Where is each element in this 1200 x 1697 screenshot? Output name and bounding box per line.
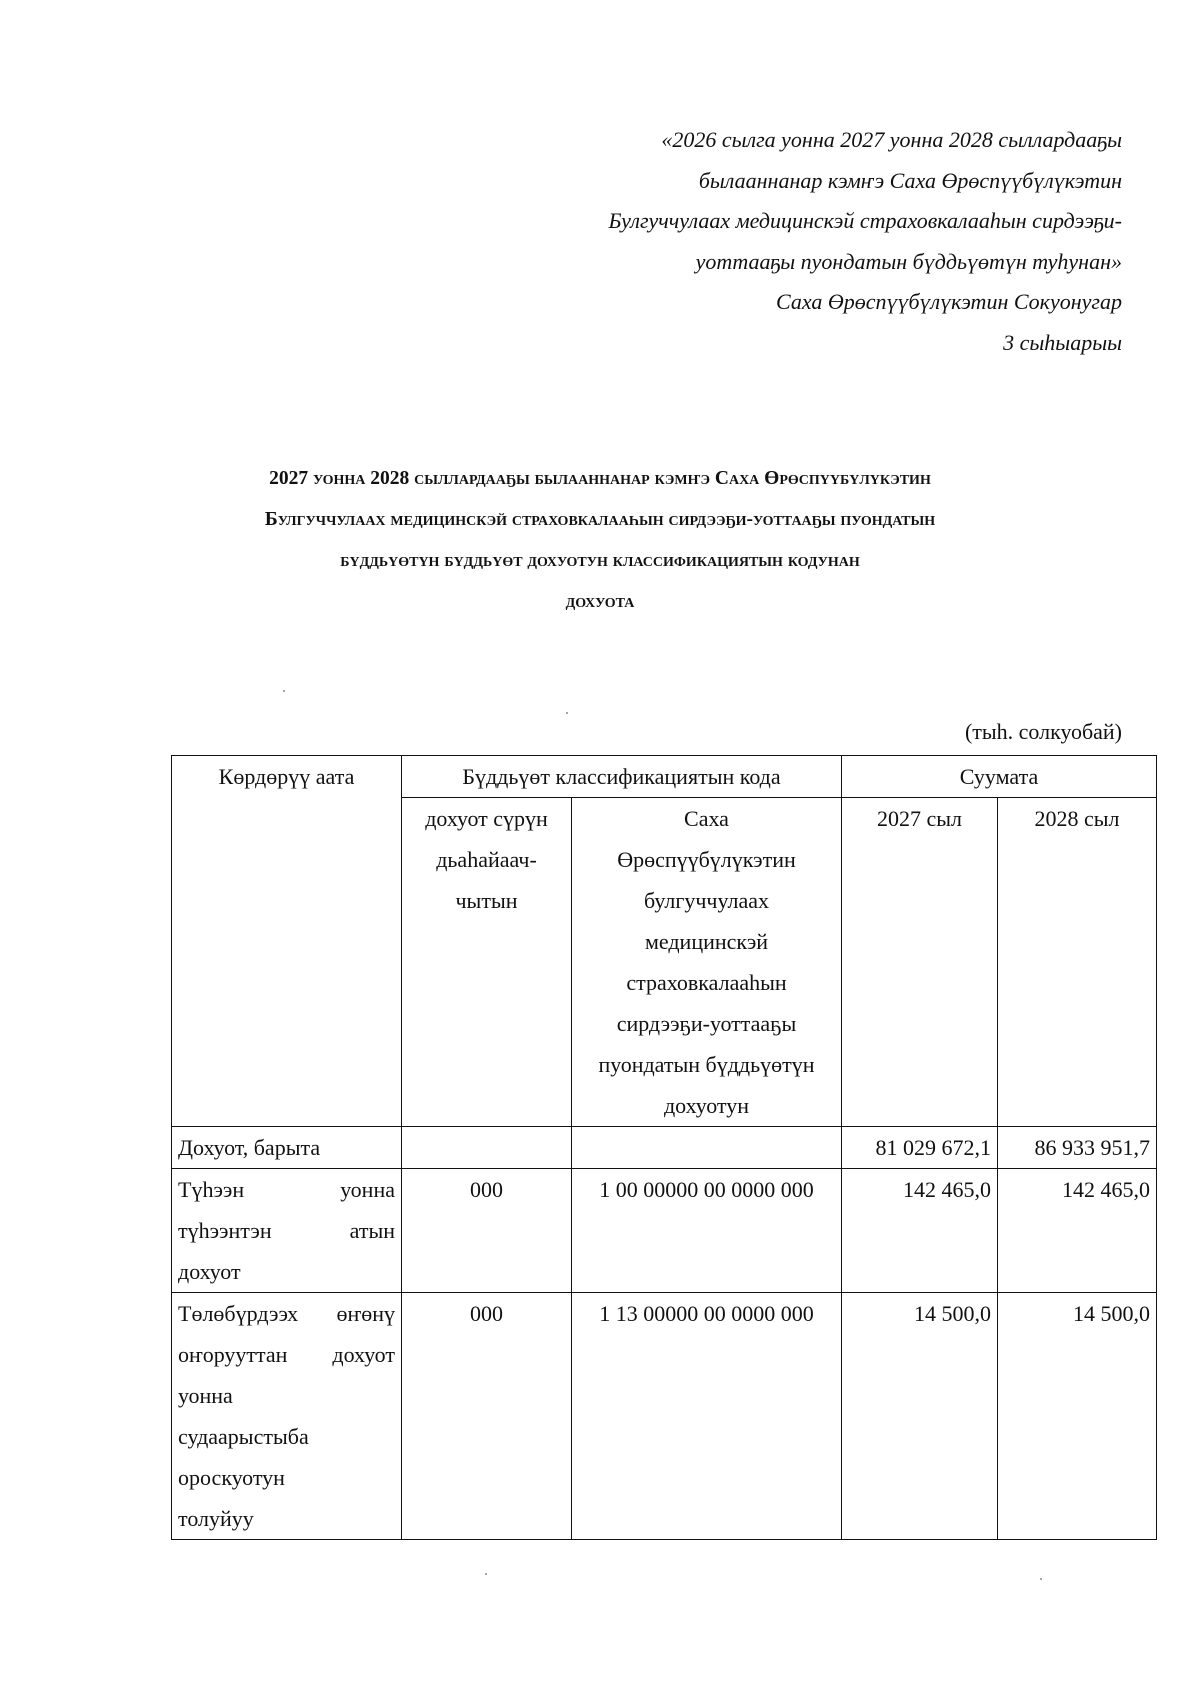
header-fund-line: сирдээҕи-уоттааҕы — [616, 1011, 797, 1036]
row-admin-code: 000 — [402, 1293, 572, 1540]
row-label-line: Төлөбүрдээх өҥөнү — [178, 1301, 395, 1326]
appendix-line: уоттааҕы пуондатын бүддьүөтүн туһунан» — [695, 248, 1122, 274]
units-label: (тыһ. солкуобай) — [964, 719, 1122, 744]
scan-speck — [485, 1573, 487, 1575]
header-admin-line: дьаһайаач- — [436, 847, 537, 872]
row-2028: 14 500,0 — [998, 1293, 1157, 1540]
row-label-line: ороскуотун — [178, 1465, 285, 1490]
appendix-line: 3 сыһыарыы — [1003, 329, 1122, 355]
title-line: Булгуччулаах медицинскэй страховкалааһын сирдээҕи-уоттааҕы пуондатын — [264, 509, 936, 530]
total-2028: 86 933 951,7 — [998, 1127, 1157, 1169]
header-fund-line: страховкалааһын — [626, 970, 787, 995]
row-label-line: Түһээн уонна — [178, 1177, 395, 1202]
appendix-line: Саха Өрөспүүбүлүкэтин Сокуонугар — [776, 289, 1122, 314]
header-fund-line: пуондатын бүддьүөтүн — [598, 1052, 815, 1077]
row-label-line: түһээнтэн атын — [178, 1218, 395, 1243]
header-fund-line: булгуччулаах — [643, 888, 770, 913]
row-label-line: оҥорууттан дохуот — [178, 1342, 395, 1367]
row-budget-code: 1 13 00000 00 0000 000 — [572, 1293, 842, 1540]
document-title — [120, 458, 1080, 622]
header-fund-code — [572, 798, 842, 1127]
row-2028: 142 465,0 — [998, 1169, 1157, 1293]
total-label: Дохуот, барыта — [172, 1127, 402, 1169]
row-budget-code: 1 00 00000 00 0000 000 — [572, 1169, 842, 1293]
header-amount: Суумата — [842, 756, 1157, 798]
header-classification: Бүддьүөт классификациятын кода — [402, 756, 842, 798]
appendix-line: «2026 сылга уонна 2027 уонна 2028 сыллардааҕы — [661, 127, 1122, 152]
row-2027: 14 500,0 — [842, 1293, 998, 1540]
header-fund-line: дохуотун — [663, 1093, 750, 1118]
table-row-total — [172, 1127, 1157, 1169]
header-admin-line: дохуот сүрүн — [425, 806, 548, 831]
row-label-line: дохуот — [178, 1259, 241, 1284]
header-fund-line: Саха — [684, 806, 729, 831]
header-admin-code — [402, 798, 572, 1127]
row-label — [172, 1169, 402, 1293]
title-line: 2027 уонна 2028 сыллардааҕы былааннанар кэмҥэ Саха Өрөспүүбүлүкэтин — [269, 468, 931, 489]
table-row — [172, 1293, 1157, 1540]
header-year-2027: 2027 сыл — [842, 798, 998, 1127]
header-row — [172, 756, 1157, 798]
total-admin-cell — [402, 1127, 572, 1169]
appendix-reference — [482, 120, 1122, 363]
row-label-line: судаарыстыба — [178, 1424, 309, 1449]
title-line: дохуота — [565, 591, 635, 612]
total-2027: 81 029 672,1 — [842, 1127, 998, 1169]
scan-speck — [566, 712, 568, 714]
total-code-cell — [572, 1127, 842, 1169]
scan-speck — [283, 690, 285, 692]
header-admin-line: чытын — [455, 888, 518, 913]
row-label — [172, 1293, 402, 1540]
header-fund-line: медицинскэй — [644, 929, 769, 954]
appendix-line: былааннанар кэмҥэ Саха Өрөспүүбүлүкэтин — [698, 167, 1122, 193]
revenue-table — [171, 755, 1157, 1540]
row-label-line: уонна — [178, 1383, 233, 1408]
scan-speck — [1040, 1578, 1042, 1580]
appendix-line: Булгуччулаах медицинскэй страховкалааһын сирдээҕи- — [608, 208, 1122, 233]
header-fund-line: Өрөспүүбүлүкэтин — [617, 847, 796, 872]
row-2027: 142 465,0 — [842, 1169, 998, 1293]
title-line: бүддьүөтүн бүддьүөт дохуотун классификациятын кодунан — [340, 550, 860, 571]
table-row — [172, 1169, 1157, 1293]
header-year-2028: 2028 сыл — [998, 798, 1157, 1127]
header-indicator: Көрдөрүү аата — [172, 756, 402, 1127]
row-label-line: толуйуу — [178, 1506, 254, 1531]
row-admin-code: 000 — [402, 1169, 572, 1293]
